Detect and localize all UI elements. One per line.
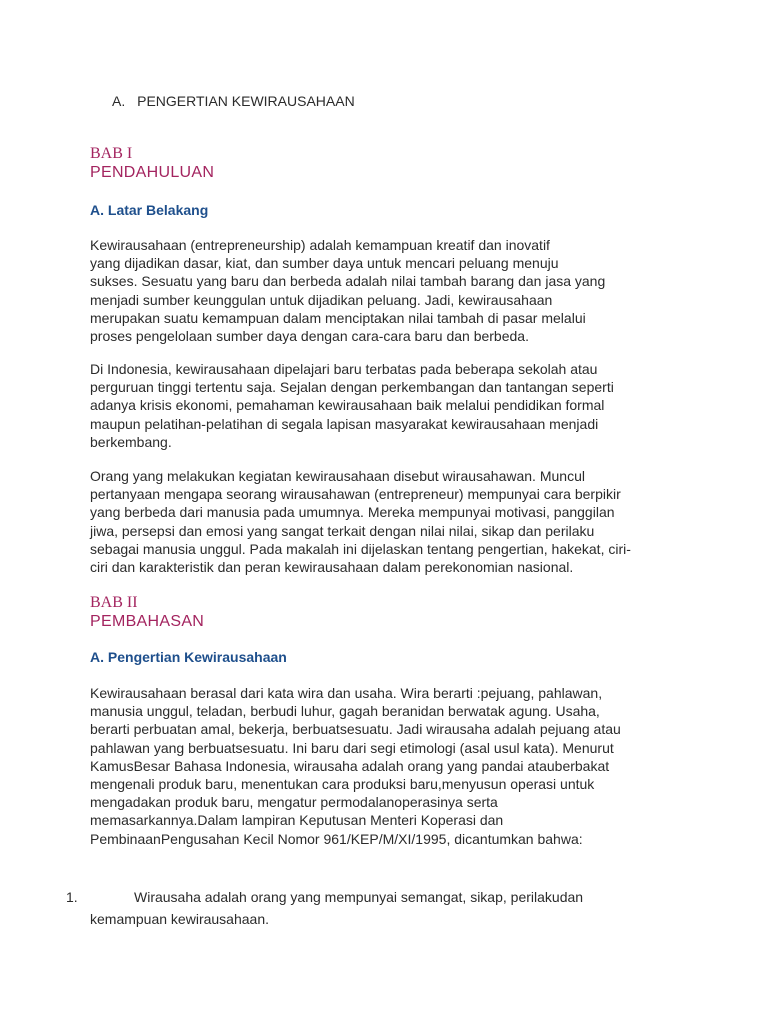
paragraph-line: ciri dan karakteristik dan peran kewirausahaan dalam perekonomian nasional.: [90, 559, 574, 576]
paragraph-line: Di Indonesia, kewirausahaan dipelajari baru terbatas pada beberapa sekolah atau: [90, 361, 598, 377]
heading-title: PENGERTIAN KEWIRAUSAHAAN: [137, 93, 355, 109]
section-2-heading: A. Pengertian Kewirausahaan: [90, 649, 287, 665]
paragraph-line: mengenali produk baru, menentukan cara produksi baru,menyusun operasi untuk: [90, 776, 595, 793]
paragraph-line: Kewirausahaan (entrepreneurship) adalah kemampuan kreatif dan inovatif: [90, 237, 550, 253]
section-1-paragraph-1: [90, 236, 680, 345]
paragraph-line: merupakan suatu kemampuan dalam menciptakan nilai tambah di pasar melalui: [90, 309, 586, 326]
chapter-1-heading: [90, 144, 214, 182]
chapter-2-title: PEMBAHASAN: [90, 613, 205, 630]
paragraph-line: yang berbeda dari manusia pada umumnya. Mereka mempunyai motivasi, panggilan: [90, 504, 615, 521]
chapter-1-label: BAB I: [90, 145, 133, 162]
list-item-line: kemampuan kewirausahaan.: [90, 911, 269, 927]
paragraph-line: berarti perbuatan amal, bekerja, berbuatsesuatu. Jadi wirausaha adalah pejuang atau: [90, 721, 621, 738]
paragraph-line: mengadakan produk baru, mengatur permodalanoperasinya serta: [90, 794, 498, 811]
heading-number: A.: [112, 93, 126, 109]
paragraph-line: manusia unggul, teladan, berbudi luhur, gagah beranidan berwatak agung. Usaha,: [90, 703, 600, 720]
paragraph-line: sukses. Sesuatu yang baru dan berbeda adalah nilai tambah barang dan jasa yang: [90, 273, 606, 290]
document-heading: [112, 93, 355, 109]
paragraph-line: menjadi sumber keunggulan untuk dijadikan peluang. Jadi, kewirausahaan: [90, 291, 553, 308]
paragraph-line: Kewirausahaan berasal dari kata wira dan usaha. Wira berarti :pejuang, pahlawan,: [90, 685, 603, 701]
paragraph-line: KamusBesar Bahasa Indonesia, wirausaha adalah orang yang pandai atauberbakat: [90, 757, 610, 774]
section-1-paragraph-2: [90, 360, 680, 451]
chapter-1-title: PENDAHULUAN: [90, 164, 215, 181]
paragraph-line: sebagai manusia unggul. Pada makalah ini dijelaskan tentang pengertian, hakekat, ciri-: [90, 540, 631, 557]
chapter-2-heading: [90, 593, 204, 631]
paragraph-line: yang dijadikan dasar, kiat, dan sumber daya untuk mencari peluang menuju: [90, 255, 559, 272]
paragraph-line: berkembang.: [90, 433, 172, 450]
section-1-paragraph-3: [90, 467, 680, 576]
list-item-number: 1.: [66, 889, 78, 905]
list-item-line: Wirausaha adalah orang yang mempunyai semangat, sikap, perilakudan: [134, 889, 584, 905]
paragraph-line: jiwa, persepsi dan emosi yang sangat terkait dengan nilai nilai, sikap dan perilaku: [90, 522, 595, 539]
paragraph-line: proses pengelolaan sumber daya dengan cara-cara baru dan berbeda.: [90, 328, 529, 345]
paragraph-line: pahlawan yang berbuatsesuatu. Ini baru dari segi etimologi (asal usul kata). Menurut: [90, 739, 614, 756]
paragraph-line: pertanyaan mengapa seorang wirausahawan (entrepreneur) mempunyai cara berpikir: [90, 486, 621, 503]
section-2-paragraph-1: [90, 684, 680, 848]
section-1-heading: A. Latar Belakang: [90, 202, 209, 218]
paragraph-line: maupun pelatihan-pelatihan di segala lapisan masyarakat kewirausahaan menjadi: [90, 415, 599, 432]
paragraph-line: PembinaanPengusahan Kecil Nomor 961/KEP/M/XI/1995, dicantumkan bahwa:: [90, 830, 583, 847]
paragraph-line: memasarkannya.Dalam lampiran Keputusan Menteri Koperasi dan: [90, 812, 504, 829]
paragraph-line: adanya krisis ekonomi, pemahaman kewirausahaan baik melalui pendidikan formal: [90, 397, 605, 414]
paragraph-line: Orang yang melakukan kegiatan kewirausahaan disebut wirausahawan. Muncul: [90, 468, 585, 484]
chapter-2-label: BAB II: [90, 594, 138, 611]
paragraph-line: perguruan tinggi tertentu saja. Sejalan dengan perkembangan dan tantangan seperti: [90, 379, 614, 396]
